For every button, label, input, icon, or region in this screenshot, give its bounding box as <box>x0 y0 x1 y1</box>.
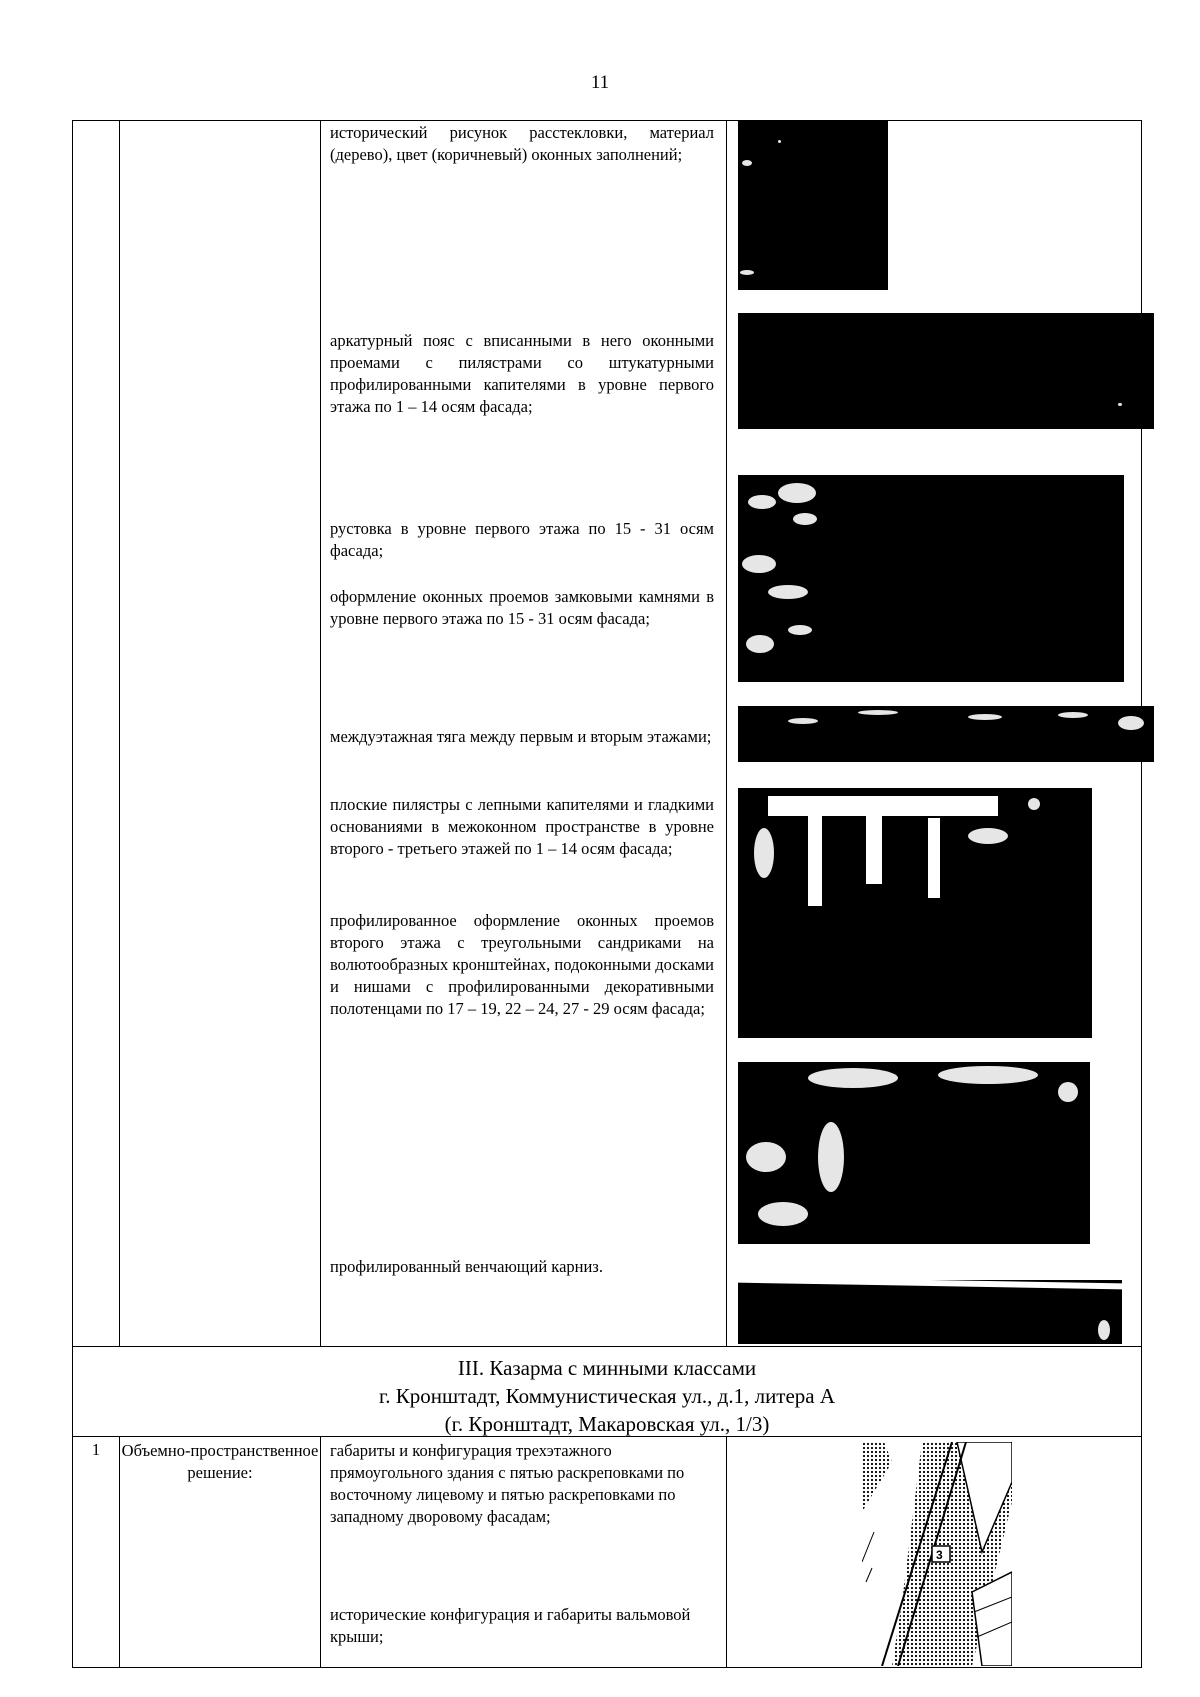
photo-window-framing <box>738 1062 1090 1244</box>
desc-window-framing: профилированное оформление оконных проемов второго этажа с треугольными сандриками на волютообразных кронштейнах, подоконными досками и нишами с профилированными декоративными полотенцами по 17 – 19, 22 – 24, 27 - 29 осям фасада; <box>330 911 714 1018</box>
photo-window <box>738 120 888 290</box>
photo-rustication <box>738 475 1124 682</box>
desc-rustication: рустовка в уровне первого этажа по 15 - 31 осям фасада; <box>330 519 714 560</box>
desc-roof: исторические конфигурация и габариты вальмовой крыши; <box>330 1605 691 1646</box>
section-top-line <box>72 1346 1142 1347</box>
col-divider-1 <box>119 120 120 1346</box>
desc-arcature-belt: аркатурный пояс с вписанными в него оконными проемами с пилястрами со штукатурными профилированными капителями в уровне первого этажа по 1 – 14 осям фасада; <box>330 331 714 416</box>
section-header <box>73 1354 1141 1438</box>
row-name: Объемно-пространственное решение: <box>121 1441 319 1482</box>
site-map <box>862 1442 1012 1666</box>
map-building-number: 3 <box>936 1548 943 1562</box>
section-address: г. Кронштадт, Коммунистическая ул., д.1, литера А <box>378 1384 836 1408</box>
col-divider-3b <box>726 1436 727 1668</box>
col-divider-2b <box>320 1436 321 1668</box>
desc-string-course: междуэтажная тяга между первым и вторым этажами; <box>330 727 712 746</box>
desc-window-glazing: исторический рисунок расстекловки, материал (дерево), цвет (коричневый) оконных заполнений; <box>330 123 714 164</box>
section-historic-address: (г. Кронштадт, Макаровская ул., 1/3) <box>444 1412 770 1436</box>
photo-pilasters <box>738 788 1092 1038</box>
photo-cornice <box>738 1280 1122 1344</box>
photo-string-course <box>738 706 1154 762</box>
photo-arcature <box>738 313 1154 429</box>
site-map-drawing <box>862 1442 1012 1666</box>
row-number: 1 <box>91 1440 101 1459</box>
col-divider-3 <box>726 120 727 1346</box>
desc-keystones: оформление оконных проемов замковыми камнями в уровне первого этажа по 15 - 31 осям фасада; <box>330 587 714 628</box>
desc-pilasters: плоские пилястры с лепными капителями и гладкими основаниями в межоконном пространстве в уровне второго - третьего этажей по 1 – 14 осям фасада; <box>330 795 714 858</box>
desc-cornice: профилированный венчающий карниз. <box>330 1257 603 1276</box>
section-title: III. Казарма с минными классами <box>457 1356 757 1380</box>
desc-building-dimensions: габариты и конфигурация трехэтажного прямоугольного здания с пятью раскреповками по восточному лицевому и пятью раскреповками по западному дворовому фасадам; <box>330 1441 685 1526</box>
col-divider-2 <box>320 120 321 1346</box>
page-number: 11 <box>590 72 610 93</box>
